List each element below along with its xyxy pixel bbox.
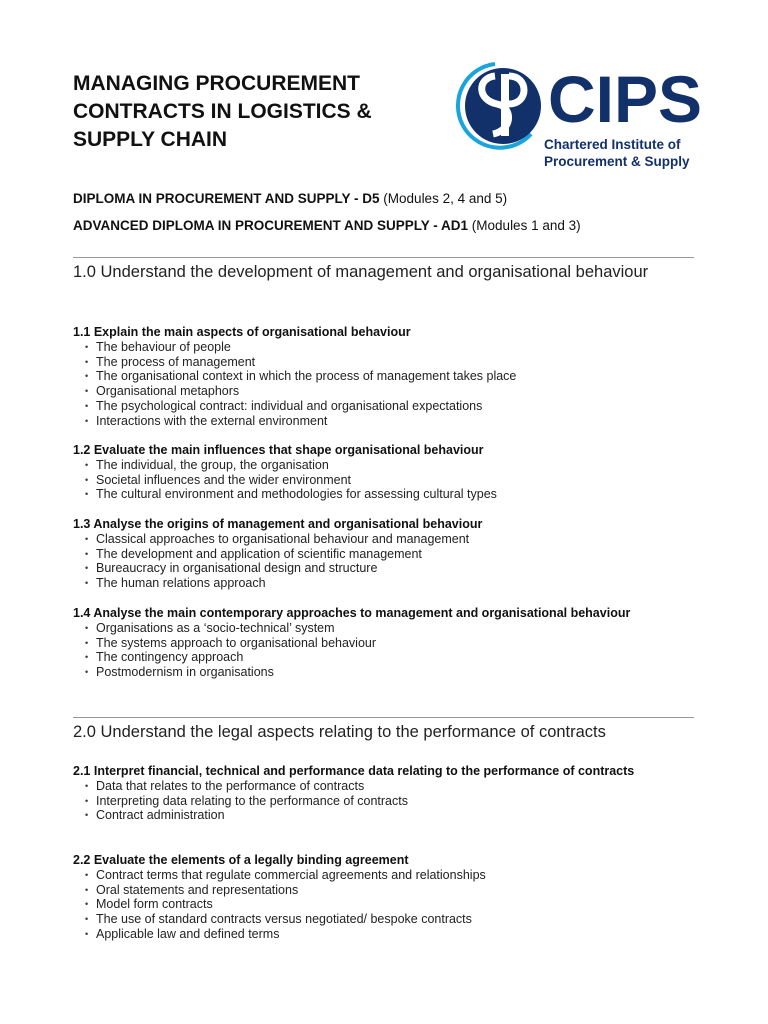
- qualification-modules: (Modules 2, 4 and 5): [379, 191, 508, 206]
- list-item: • Contract terms that regulate commercial agreements and relationships: [85, 868, 683, 883]
- section-heading: 2.0 Understand the legal aspects relating to the performance of contracts: [73, 723, 606, 741]
- list-item: • Interpreting data relating to the performance of contracts: [85, 794, 663, 809]
- qualification-name: DIPLOMA IN PROCUREMENT AND SUPPLY - D5: [73, 191, 380, 206]
- section-divider: [73, 257, 694, 258]
- list-item: • The cultural environment and methodologies for assessing cultural types: [85, 487, 683, 502]
- document-title: [73, 70, 433, 154]
- subsection-title: 1.3 Analyse the origins of management and organisational behaviour: [73, 517, 483, 531]
- list-item: • Model form contracts: [85, 897, 683, 912]
- section-heading: 1.0 Understand the development of management and organisational behaviour: [73, 263, 649, 281]
- list-item: • Oral statements and representations: [85, 883, 683, 898]
- subsection-title: 2.2 Evaluate the elements of a legally binding agreement: [73, 853, 409, 867]
- list-item: • Organisations as a ‘socio-technical’ system: [85, 621, 653, 636]
- title-line: MANAGING PROCUREMENT: [73, 72, 360, 95]
- list-item: • The use of standard contracts versus negotiated/ bespoke contracts: [85, 912, 683, 927]
- list-item: • Contract administration: [85, 808, 663, 823]
- cips-subtitle: [544, 136, 690, 170]
- list-item: • The systems approach to organisational behaviour: [85, 636, 653, 651]
- list-item: • The process of management: [85, 355, 683, 370]
- bullet-list: [73, 532, 683, 591]
- subsection-title: 1.4 Analyse the main contemporary approaches to management and organisational behaviour: [73, 606, 631, 620]
- list-item: • Data that relates to the performance of contracts: [85, 779, 663, 794]
- subsection: [73, 764, 663, 823]
- bullet-list: [73, 340, 683, 428]
- qualification-line: [73, 217, 581, 235]
- title-line: SUPPLY CHAIN: [73, 128, 228, 151]
- list-item: • The contingency approach: [85, 650, 653, 665]
- list-item: • The psychological contract: individual and organisational expectations: [85, 399, 683, 414]
- qualification-line: [73, 190, 507, 208]
- list-item: • The organisational context in which the process of management takes place: [85, 369, 683, 384]
- list-item: • The human relations approach: [85, 576, 683, 591]
- bullet-list: [73, 868, 683, 942]
- list-item: • The behaviour of people: [85, 340, 683, 355]
- subsection: [73, 853, 683, 942]
- cips-subtitle-line: Procurement & Supply: [544, 154, 690, 169]
- cips-wordmark: CIPS: [548, 62, 703, 136]
- list-item: • The individual, the group, the organisation: [85, 458, 683, 473]
- subsection: [73, 517, 683, 591]
- list-item: • Organisational metaphors: [85, 384, 683, 399]
- cips-subtitle-line: Chartered Institute of: [544, 137, 681, 152]
- list-item: • Interactions with the external environment: [85, 414, 683, 429]
- list-item: • Bureaucracy in organisational design and structure: [85, 561, 683, 576]
- subsection-title: 1.2 Evaluate the main influences that shape organisational behaviour: [73, 443, 484, 457]
- bullet-list: [73, 779, 663, 823]
- bullet-list: [73, 458, 683, 502]
- subsection: [73, 443, 683, 502]
- subsection-title: 1.1 Explain the main aspects of organisational behaviour: [73, 325, 411, 339]
- bullet-list: [73, 621, 653, 680]
- cips-emblem-icon: [455, 60, 547, 152]
- qualification-modules: (Modules 1 and 3): [468, 218, 581, 233]
- section-divider: [73, 717, 694, 718]
- subsection: [73, 325, 683, 428]
- list-item: • Classical approaches to organisational behaviour and management: [85, 532, 683, 547]
- subsection: [73, 606, 653, 680]
- qualification-name: ADVANCED DIPLOMA IN PROCUREMENT AND SUPPLY - AD1: [73, 218, 469, 233]
- list-item: • Applicable law and defined terms: [85, 927, 683, 942]
- subsection-title: 2.1 Interpret financial, technical and performance data relating to the performance of contracts: [73, 764, 635, 778]
- list-item: • Societal influences and the wider environment: [85, 473, 683, 488]
- list-item: • Postmodernism in organisations: [85, 665, 653, 680]
- title-line: CONTRACTS IN LOGISTICS &: [73, 100, 372, 123]
- cips-logo: [455, 58, 703, 174]
- list-item: • The development and application of scientific management: [85, 547, 683, 562]
